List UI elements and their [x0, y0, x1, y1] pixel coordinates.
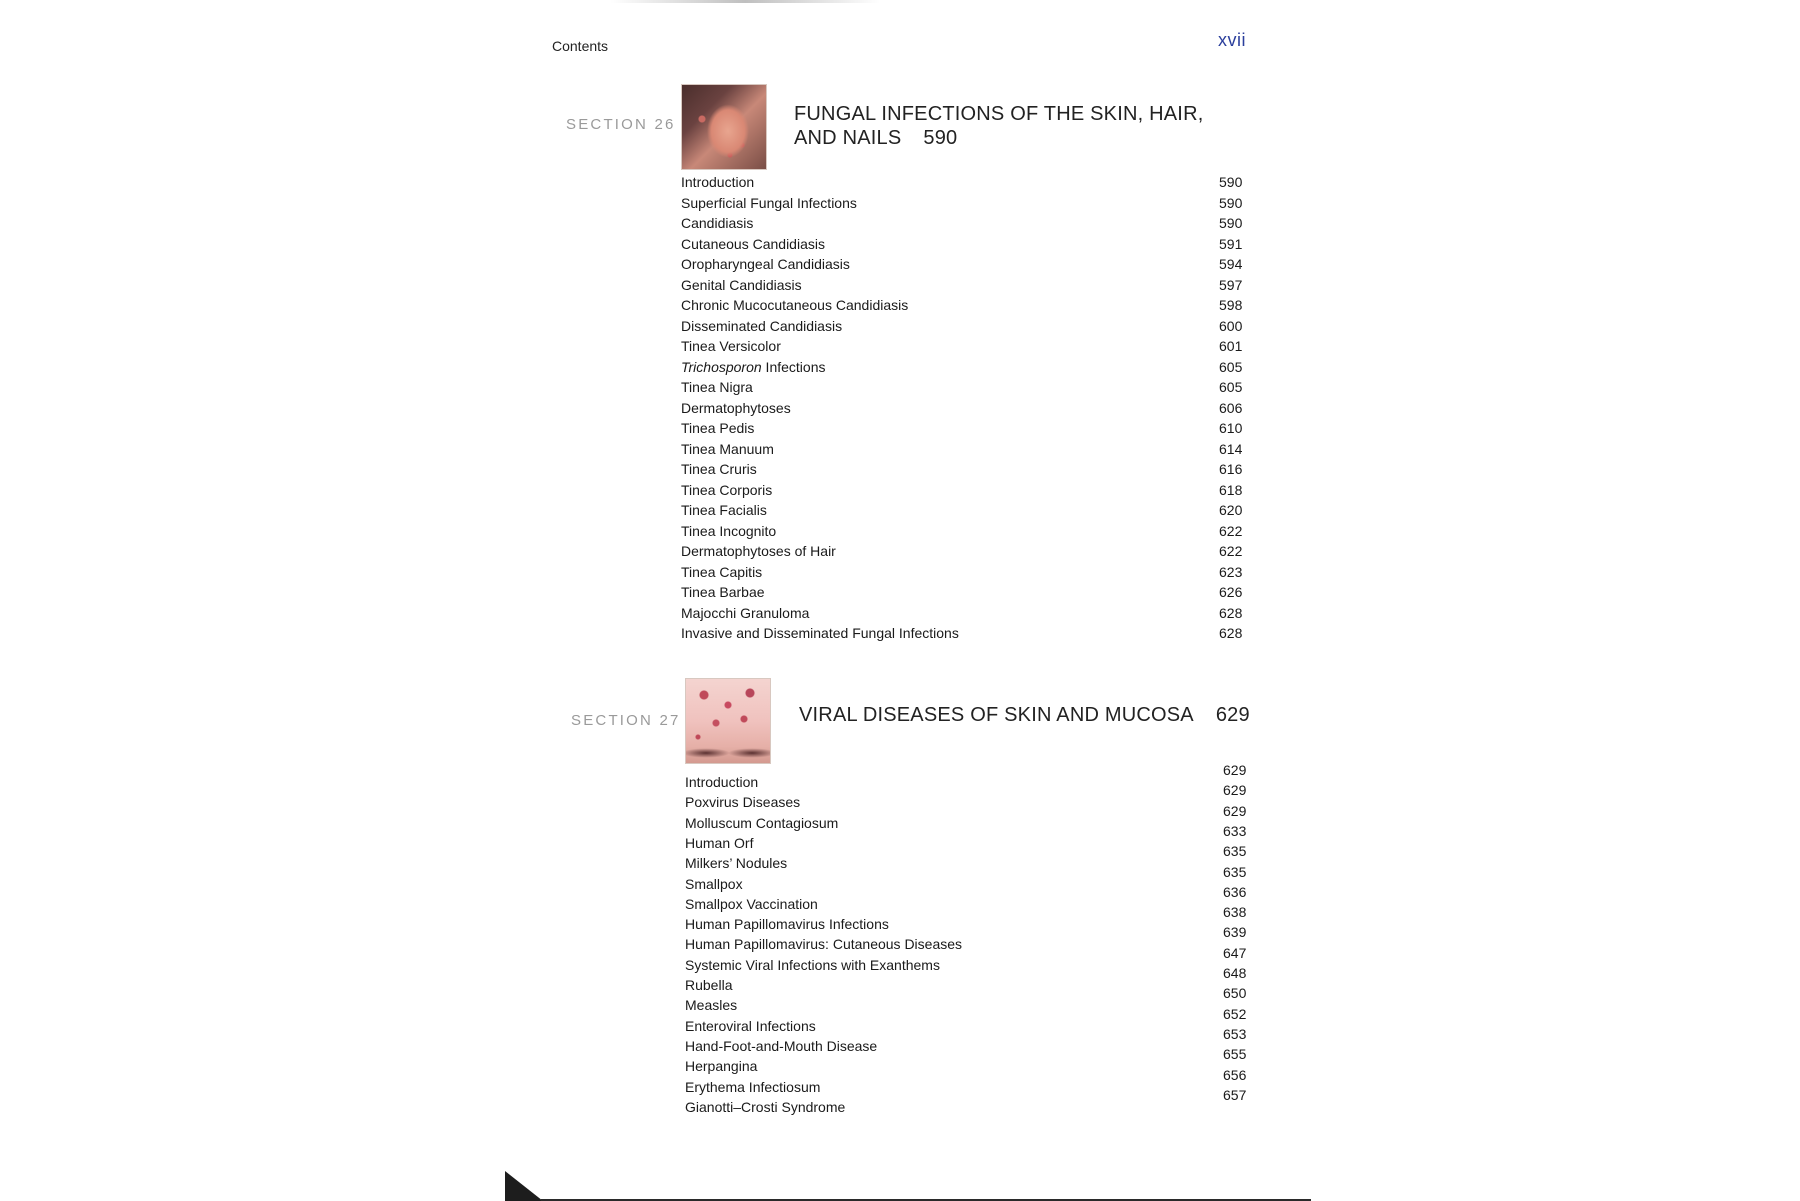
toc-entry-label — [685, 916, 889, 932]
toc-entry-label-text: Tinea Facialis — [681, 502, 767, 518]
toc-entry-page: 647 — [1223, 944, 1247, 961]
toc-entry — [685, 904, 1265, 936]
toc-entry — [685, 843, 1265, 875]
toc-entry-label — [681, 236, 825, 252]
toc-entry-label-text: Tinea Cruris — [681, 461, 757, 477]
toc-entry-label-text: Tinea Pedis — [681, 420, 755, 436]
toc-entry-label-text: Tinea Incognito — [681, 522, 777, 539]
page-top-shadow — [610, 0, 880, 3]
section-title-line1: FUNGAL INFECTIONS OF THE SKIN, HAIR, — [794, 103, 1204, 125]
toc-entry — [681, 358, 1261, 385]
toc-entry-label — [681, 461, 757, 477]
face-photo-icon — [681, 84, 767, 170]
page-bottom-edge — [505, 1171, 1305, 1201]
toc-entry-label-text: Hand-Foot-and-Mouth Disease — [685, 1037, 878, 1054]
toc-entry-page: 635 — [1223, 843, 1247, 860]
toc-entry-page: 628 — [1219, 625, 1243, 641]
toc-entry-label — [681, 605, 809, 621]
toc-entry-label-text: Herpangina — [685, 1058, 758, 1075]
toc-entry-page: 605 — [1219, 358, 1243, 375]
section-title-line2-text: AND NAILS — [794, 127, 902, 149]
toc-entry-page: 598 — [1219, 297, 1243, 313]
toc-entry-page: 629 — [1223, 762, 1247, 778]
toc-entry-label — [685, 855, 787, 871]
toc-entry-label-text: Milkers’ Nodules — [685, 855, 788, 872]
toc-entry-label-text: Infections — [761, 358, 826, 375]
toc-entry-label — [685, 1079, 820, 1095]
toc-entry-page: 635 — [1223, 863, 1247, 880]
toc-entry-label-text: Poxvirus Diseases — [685, 794, 801, 811]
toc-entry — [685, 762, 1265, 794]
toc-entry — [685, 965, 1265, 997]
toc-entry-label-text: Tinea Nigra — [681, 379, 753, 395]
toc-entry-label — [681, 523, 776, 539]
toc-entry-page: 650 — [1223, 985, 1247, 1002]
toc-entry-page: 620 — [1219, 502, 1243, 518]
toc-entry-label-text: Candidiasis — [681, 215, 754, 231]
toc-entry-page: 610 — [1219, 420, 1243, 436]
toc-entry-page: 623 — [1219, 563, 1243, 580]
toc-entry-page: 605 — [1219, 379, 1243, 395]
toc-entry-label-text: Smallpox Vaccination — [685, 895, 818, 912]
toc-entry-label-text: Dermatophytoses — [681, 399, 791, 416]
toc-entry-page: 657 — [1223, 1086, 1247, 1103]
toc-entry-label — [685, 1038, 877, 1054]
toc-entry-label — [685, 835, 753, 851]
toc-entry-label — [681, 297, 908, 313]
toc-entry-label — [685, 1058, 757, 1074]
toc-entry-label — [685, 997, 737, 1013]
toc-entry-label — [681, 625, 959, 641]
toc-entry-label-text: Erythema Infectiosum — [685, 1078, 821, 1095]
toc-entry-page: 597 — [1219, 276, 1243, 293]
toc-entry — [685, 1046, 1265, 1078]
toc-entry-label — [681, 318, 842, 334]
toc-entry-label-text: Tinea Barbae — [681, 584, 765, 600]
toc-entry-page: 633 — [1223, 822, 1247, 839]
section-title-page: 590 — [923, 127, 958, 149]
toc-entry-label-text: Introduction — [681, 174, 755, 190]
toc-entry-label-text: Oropharyngeal Candidiasis — [681, 256, 850, 272]
toc-entry — [681, 194, 1261, 221]
toc-entry — [681, 543, 1261, 569]
toc-entry-label-text: Tinea Manuum — [681, 440, 774, 457]
toc-entry-label-text: Disseminated Candidiasis — [681, 317, 843, 334]
section-title — [794, 102, 1203, 150]
toc-entry-page: 622 — [1219, 543, 1243, 559]
toc-entry-page: 618 — [1219, 481, 1243, 498]
toc-entry-label — [681, 564, 762, 580]
toc-entry-label — [681, 379, 753, 395]
toc-entry-label — [685, 774, 758, 790]
toc-entry-label-text: Dermatophytoses of Hair — [681, 543, 836, 559]
toc-entry-label — [681, 420, 754, 436]
rash-photo-icon — [685, 678, 771, 764]
section-title-line1: VIRAL DISEASES OF SKIN AND MUCOSA — [799, 704, 1194, 726]
toc-entry-page: 639 — [1223, 924, 1247, 941]
toc-entry-page: 629 — [1223, 782, 1247, 799]
toc-entry-label — [681, 195, 857, 211]
toc-entry-label — [681, 338, 781, 354]
toc-entry-label — [685, 1018, 816, 1034]
section-label: SECTION 27 — [571, 712, 681, 729]
toc-entry-label-text: Tinea Corporis — [681, 481, 773, 498]
toc-entry-page: 590 — [1219, 194, 1243, 211]
toc-entry-label — [681, 584, 765, 600]
toc-entry-page: 652 — [1223, 1005, 1247, 1022]
toc-entry-label-text: Genital Candidiasis — [681, 276, 802, 293]
toc-entry-page: 614 — [1219, 440, 1243, 457]
toc-entry-label-text: Rubella — [685, 977, 733, 993]
toc-entry — [681, 440, 1261, 467]
toc-entry-label — [685, 896, 818, 912]
toc-entry-page: 636 — [1223, 883, 1247, 900]
toc-entry-label — [681, 359, 826, 375]
section-label: SECTION 26 — [566, 116, 676, 133]
toc-entry-label-text: Tinea Capitis — [681, 563, 763, 580]
toc-entry — [681, 481, 1261, 508]
toc-entry-label-text: Human Orf — [685, 834, 754, 851]
section-title — [799, 703, 1250, 727]
toc-entry-page: 591 — [1219, 235, 1243, 252]
toc-entry-label — [681, 543, 836, 559]
toc-entry-label-text: Cutaneous Candidiasis — [681, 235, 825, 252]
toc-entry-label-text: Chronic Mucocutaneous Candidiasis — [681, 297, 909, 313]
toc-entry-page: 655 — [1223, 1046, 1247, 1063]
toc-entry-label — [681, 277, 802, 293]
toc-entry-label-text: Measles — [685, 997, 738, 1014]
toc-entry-label — [681, 256, 850, 272]
toc-entry-label — [685, 794, 800, 810]
toc-entry-label-italic: Trichosporon — [681, 358, 762, 375]
toc-entry-page: 622 — [1219, 522, 1243, 539]
toc-entry-label-text: Invasive and Disseminated Fungal Infections — [681, 625, 959, 641]
toc-entry-label-text: Human Papillomavirus Infections — [685, 916, 889, 933]
toc-entry — [681, 563, 1261, 590]
toc-entry-page: 653 — [1223, 1025, 1247, 1042]
toc-entry-label-text: Superficial Fungal Infections — [681, 194, 857, 211]
toc-entry-page: 626 — [1219, 584, 1243, 600]
page-corner — [505, 1171, 543, 1201]
toc-entry-label — [681, 215, 753, 231]
toc-entry-page: 648 — [1223, 965, 1247, 981]
section-title-page: 629 — [1215, 704, 1250, 726]
toc-entry-label — [685, 1099, 845, 1115]
page-number: xvii — [1218, 30, 1246, 50]
toc-entry-page: 594 — [1219, 256, 1243, 272]
toc-entry-page: 629 — [1223, 802, 1247, 819]
toc-entry-label-text: Introduction — [685, 774, 759, 790]
toc-entry-label-text: Molluscum Contagiosum — [685, 814, 839, 831]
toc-entry-label — [681, 441, 774, 457]
toc-entry-page: 601 — [1219, 338, 1243, 354]
toc-entry-label — [681, 174, 754, 190]
running-head: Contents — [552, 38, 609, 54]
toc-entry-label — [681, 400, 791, 416]
toc-entry — [685, 883, 1265, 916]
toc-entry-page: 590 — [1219, 174, 1243, 190]
toc-entry-label-text: Majocchi Granuloma — [681, 604, 810, 621]
toc-entry-label — [685, 936, 962, 952]
toc-entry-label — [685, 977, 732, 993]
section-title-line2 — [794, 126, 1203, 150]
toc-entry-label-text: Human Papillomavirus: Cutaneous Diseases — [685, 936, 963, 953]
toc-entry-page: 606 — [1219, 399, 1243, 416]
toc-entry-label-text: Enteroviral Infections — [685, 1017, 816, 1034]
toc-entry-page: 628 — [1219, 604, 1243, 621]
toc-entry-page: 656 — [1223, 1066, 1247, 1083]
toc-entry — [681, 625, 1261, 651]
toc-entry-label-text: Tinea Versicolor — [681, 338, 781, 354]
toc-entry-label-text: Smallpox — [685, 875, 743, 892]
toc-entry — [681, 399, 1261, 426]
toc-entry-label — [685, 876, 743, 892]
toc-entry-label-text: Gianotti–Crosti Syndrome — [685, 1098, 846, 1115]
toc-entry-label — [685, 957, 940, 973]
toc-entry-label — [681, 482, 772, 498]
toc-entry-label-text: Systemic Viral Infections with Exanthems — [685, 956, 940, 973]
toc-entry-page: 590 — [1219, 215, 1243, 231]
toc-entry-page: 600 — [1219, 317, 1243, 334]
toc-entry-page: 638 — [1223, 904, 1247, 921]
toc-entry-page: 616 — [1219, 461, 1243, 477]
toc-entry-label — [685, 815, 838, 831]
toc-entry-label — [681, 502, 767, 518]
